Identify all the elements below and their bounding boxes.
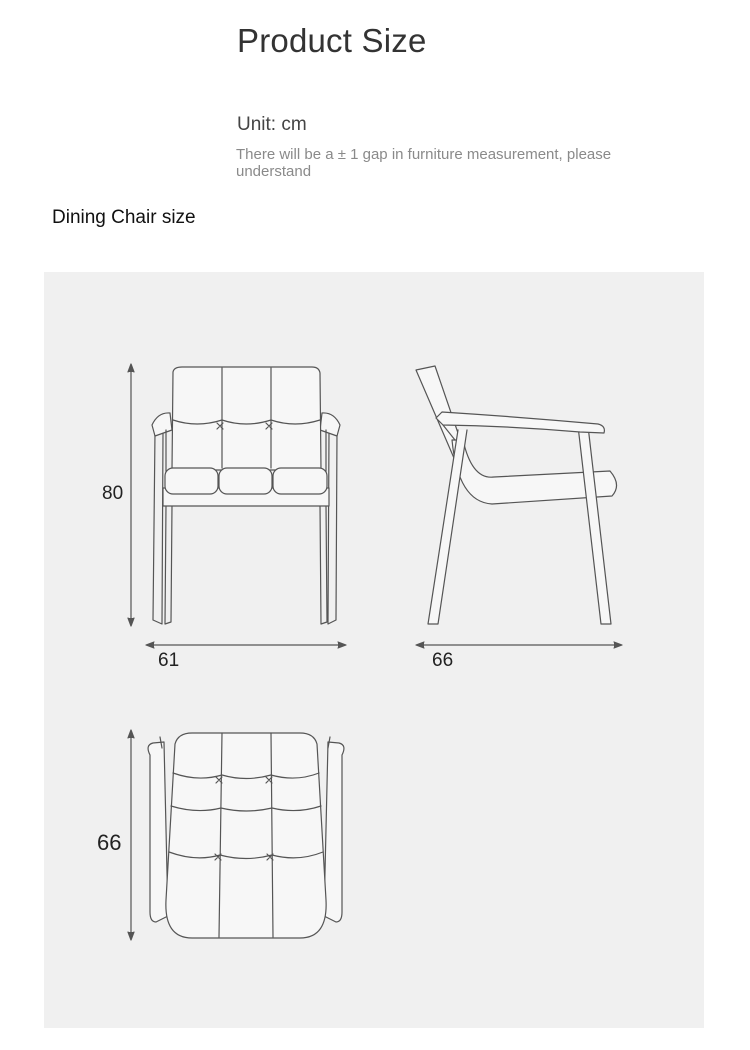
side-view	[416, 366, 622, 648]
top-depth-label: 66	[97, 830, 122, 855]
side-depth-label: 66	[432, 650, 454, 671]
section-title: Dining Chair size	[52, 207, 196, 228]
unit-label: Unit: cm	[237, 114, 307, 135]
front-height-label: 80	[102, 483, 124, 504]
front-width-label: 61	[158, 650, 180, 671]
measurement-note: There will be a ± 1 gap in furniture measurement, please understand	[236, 146, 612, 180]
front-view	[128, 364, 346, 648]
page-title: Product Size	[237, 22, 427, 59]
top-view	[128, 730, 344, 940]
